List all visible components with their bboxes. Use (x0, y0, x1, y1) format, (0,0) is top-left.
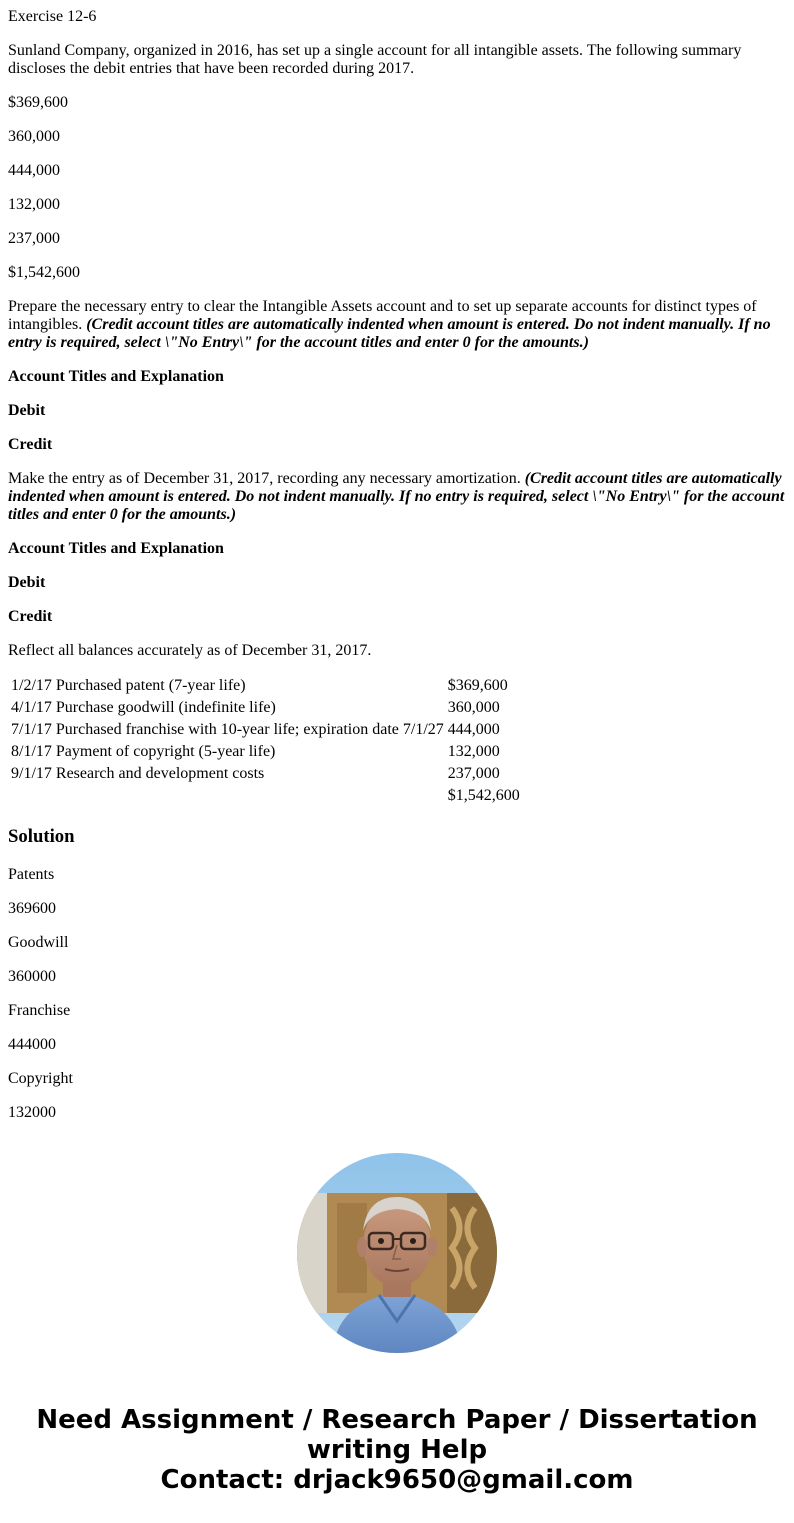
part1-text: Prepare the necessary entry to clear the Intangible Assets account and to set up separate accounts for distinct types of intangibles. (8, 298, 757, 333)
table-row (10, 720, 521, 740)
promo-contact: Contact: drjack9650@gmail.com (160, 1465, 634, 1495)
part2-text: Make the entry as of December 31, 2017, recording any necessary amortization. (8, 470, 525, 487)
reflect-instruction: Reflect all balances accurately as of December 31, 2017. (8, 642, 372, 659)
amount-line: 444,000 (8, 162, 60, 179)
amount-line: $369,600 (8, 94, 68, 111)
solution-item: 369600 (8, 900, 56, 917)
credit-header: Credit (8, 608, 53, 625)
entry-total-amount: $1,542,600 (447, 787, 520, 804)
table-row (10, 676, 521, 696)
amount-line: 237,000 (8, 230, 60, 247)
part2-instructions (8, 470, 786, 524)
entry-description: 1/2/17 Purchased patent (7-year life) (11, 677, 246, 694)
table-total-row (10, 786, 521, 806)
solution-item: 132000 (8, 1104, 56, 1121)
solution-item: 360000 (8, 968, 56, 985)
entry-amount: $369,600 (447, 677, 508, 694)
amount-line: 360,000 (8, 128, 60, 145)
solution-item: Patents (8, 866, 55, 883)
portrait-image (297, 1153, 497, 1353)
entry-description: 4/1/17 Purchase goodwill (indefinite life) (11, 699, 276, 716)
entry-description: 7/1/17 Purchased franchise with 10-year life; expiration date 7/1/27 (11, 721, 444, 738)
entry-description (10, 786, 445, 806)
promo-banner (0, 1405, 794, 1495)
amount-line: 132,000 (8, 196, 60, 213)
solution-item: Franchise (8, 1002, 71, 1019)
entry-amount: 132,000 (447, 743, 500, 760)
part1-instructions (8, 298, 786, 352)
entry-amount: 360,000 (447, 699, 500, 716)
account-titles-header: Account Titles and Explanation (8, 540, 224, 557)
solution-item: Goodwill (8, 934, 69, 951)
exercise-title: Exercise 12-6 (8, 8, 97, 25)
part1-note: (Credit account titles are automatically indented when amount is entered. Do not indent manually. If no entry is required, select \"No Entry\" for the account titles and enter 0 for the amounts.) (8, 316, 771, 351)
amount-total-line: $1,542,600 (8, 264, 80, 281)
entry-description: 8/1/17 Payment of copyright (5-year life) (11, 743, 276, 760)
account-titles-header: Account Titles and Explanation (8, 368, 224, 385)
entry-amount: 237,000 (447, 765, 500, 782)
debit-header: Debit (8, 574, 46, 591)
entry-description: 9/1/17 Research and development costs (11, 765, 265, 782)
entry-amount: 444,000 (447, 721, 500, 738)
promo-line: Need Assignment / Research Paper / Dissertation (36, 1405, 758, 1435)
solution-item: 444000 (8, 1036, 56, 1053)
solution-heading: Solution (8, 826, 75, 847)
table-row (10, 764, 521, 784)
promo-line: writing Help (306, 1435, 488, 1465)
table-row (10, 742, 521, 762)
part2-note: (Credit account titles are automatically indented when amount is entered. Do not indent manually. If no entry is required, select \"No Entry\" for the account titles and enter 0 for the amounts.) (8, 470, 785, 523)
avatar (297, 1153, 497, 1353)
credit-header: Credit (8, 436, 53, 453)
debit-entries-table (8, 674, 523, 808)
intro-paragraph: Sunland Company, organized in 2016, has set up a single account for all intangible assets. The following summary discloses the debit entries that have been recorded during 2017. (8, 42, 742, 77)
solution-item: Copyright (8, 1070, 73, 1087)
table-row (10, 698, 521, 718)
debit-header: Debit (8, 402, 46, 419)
